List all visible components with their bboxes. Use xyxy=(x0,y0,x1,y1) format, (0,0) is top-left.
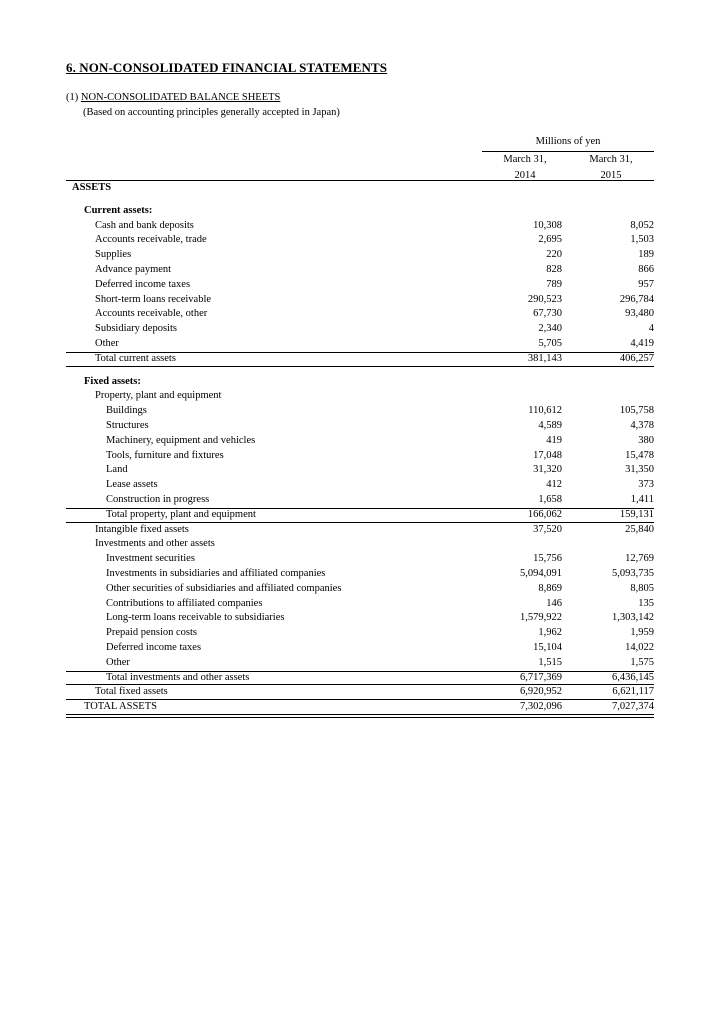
value-2015: 15,478 xyxy=(625,449,654,461)
table-row xyxy=(66,389,654,404)
value-2015: 14,022 xyxy=(625,641,654,653)
value-2015: 296,784 xyxy=(619,293,654,305)
value-2014: 110,612 xyxy=(528,405,562,417)
row-label: Long-term loans receivable to subsidiaries xyxy=(106,612,285,624)
table-row xyxy=(66,671,654,686)
table-row xyxy=(66,337,654,352)
value-2015: 4,419 xyxy=(630,337,654,349)
statement-subtitle xyxy=(66,92,280,103)
value-2014: 828 xyxy=(546,263,562,275)
value-2014: 412 xyxy=(546,479,562,491)
rule-line xyxy=(66,352,654,353)
row-label: Machinery, equipment and vehicles xyxy=(106,434,256,446)
row-label: Total property, plant and equipment xyxy=(106,508,256,520)
value-2014: 2,340 xyxy=(538,323,562,335)
value-2015: 406,257 xyxy=(619,352,654,364)
column-header-2014-line2: 2014 xyxy=(514,170,536,181)
table-row xyxy=(66,263,654,278)
row-spacer xyxy=(66,196,654,204)
value-2015: 957 xyxy=(638,278,654,290)
table-row xyxy=(66,248,654,263)
value-2015: 93,480 xyxy=(625,308,654,320)
row-label: Short-term loans receivable xyxy=(95,293,212,305)
row-label: Lease assets xyxy=(106,479,158,491)
table-row xyxy=(66,204,654,219)
row-label: Other xyxy=(106,656,130,668)
row-label: Buildings xyxy=(106,405,147,417)
row-label: Tools, furniture and fixtures xyxy=(106,449,224,461)
row-spacer xyxy=(66,367,654,375)
value-2015: 189 xyxy=(638,249,654,261)
balance-sheet-table xyxy=(66,181,654,715)
value-2014: 1,962 xyxy=(538,627,562,639)
table-row xyxy=(66,641,654,656)
row-label: Construction in progress xyxy=(106,493,210,505)
table-row xyxy=(66,404,654,419)
value-2014: 10,308 xyxy=(533,219,562,231)
table-row xyxy=(66,656,654,671)
value-2015: 5,093,735 xyxy=(612,567,654,579)
value-2014: 6,717,369 xyxy=(520,671,562,683)
row-label: Prepaid pension costs xyxy=(106,627,197,639)
row-label: Fixed assets: xyxy=(84,375,141,387)
value-2014: 166,062 xyxy=(527,508,562,520)
table-row xyxy=(66,611,654,626)
table-row xyxy=(66,523,654,538)
unit-label: Millions of yen xyxy=(535,136,601,147)
value-2014: 15,756 xyxy=(533,553,562,565)
table-row xyxy=(66,434,654,449)
value-2014: 220 xyxy=(546,249,562,261)
table-row xyxy=(66,597,654,612)
value-2015: 380 xyxy=(638,434,654,446)
table-row xyxy=(66,352,654,367)
row-label: Land xyxy=(106,464,128,476)
value-2015: 373 xyxy=(638,479,654,491)
subtitle-prefix: (1) xyxy=(66,92,81,103)
row-label: Contributions to affiliated companies xyxy=(106,597,263,609)
table-row xyxy=(66,685,654,700)
row-label: Cash and bank deposits xyxy=(95,219,194,231)
row-label: Total investments and other assets xyxy=(106,671,250,683)
value-2015: 866 xyxy=(638,263,654,275)
value-2014: 5,094,091 xyxy=(520,567,562,579)
value-2015: 6,621,117 xyxy=(612,686,654,698)
table-row xyxy=(66,537,654,552)
table-row xyxy=(66,375,654,390)
table-row xyxy=(66,567,654,582)
value-2014: 1,515 xyxy=(538,656,562,668)
row-label: Deferred income taxes xyxy=(106,641,202,653)
value-2014: 381,143 xyxy=(527,352,562,364)
value-2015: 1,959 xyxy=(630,627,654,639)
value-2015: 1,411 xyxy=(630,493,654,505)
row-label: TOTAL ASSETS xyxy=(84,701,157,713)
value-2014: 2,695 xyxy=(538,234,562,246)
value-2015: 7,027,374 xyxy=(612,701,654,713)
value-2015: 31,350 xyxy=(625,464,654,476)
value-2015: 159,131 xyxy=(619,508,654,520)
row-label: Advance payment xyxy=(95,263,172,275)
table-row xyxy=(66,700,654,715)
value-2014: 4,589 xyxy=(538,419,562,431)
column-header-2015-line2: 2015 xyxy=(600,170,622,181)
value-2015: 105,758 xyxy=(619,405,654,417)
table-row xyxy=(66,449,654,464)
value-2015: 1,503 xyxy=(630,234,654,246)
value-2015: 8,805 xyxy=(630,582,654,594)
row-label: Supplies xyxy=(95,249,132,261)
value-2014: 7,302,096 xyxy=(520,701,562,713)
table-row xyxy=(66,293,654,308)
value-2015: 4,378 xyxy=(630,419,654,431)
row-label: Deferred income taxes xyxy=(95,278,191,290)
value-2014: 146 xyxy=(546,597,562,609)
table-row xyxy=(66,307,654,322)
value-2014: 15,104 xyxy=(533,641,562,653)
value-2014: 419 xyxy=(546,434,562,446)
value-2014: 290,523 xyxy=(527,293,562,305)
table-row xyxy=(66,419,654,434)
row-label: Intangible fixed assets xyxy=(95,523,189,535)
value-2014: 5,705 xyxy=(538,337,562,349)
value-2014: 1,658 xyxy=(538,493,562,505)
table-row xyxy=(66,181,654,196)
row-label: Investments and other assets xyxy=(95,538,215,550)
column-header-2015-line1: March 31, xyxy=(589,154,633,165)
row-label: Accounts receivable, trade xyxy=(95,234,207,246)
table-row xyxy=(66,582,654,597)
table-row xyxy=(66,219,654,234)
row-label: ASSETS xyxy=(72,182,112,193)
value-2015: 6,436,145 xyxy=(612,671,654,683)
value-2014: 17,048 xyxy=(533,449,562,461)
table-row xyxy=(66,508,654,523)
table-row xyxy=(66,278,654,293)
subtitle-text: NON-CONSOLIDATED BALANCE SHEETS xyxy=(80,92,281,103)
table-row xyxy=(66,233,654,248)
row-label: Property, plant and equipment xyxy=(95,390,222,402)
row-label: Total fixed assets xyxy=(95,686,168,698)
value-2014: 8,869 xyxy=(538,582,562,594)
row-label: Accounts receivable, other xyxy=(95,308,208,320)
value-2014: 6,920,952 xyxy=(520,686,562,698)
value-2015: 25,840 xyxy=(625,523,654,535)
rule-line xyxy=(66,508,654,509)
value-2014: 789 xyxy=(546,278,562,290)
table-row xyxy=(66,493,654,508)
table-row xyxy=(66,478,654,493)
value-2015: 8,052 xyxy=(630,219,654,231)
rule-line xyxy=(66,714,654,718)
table-row xyxy=(66,463,654,478)
value-2014: 67,730 xyxy=(533,308,562,320)
value-2014: 31,320 xyxy=(533,464,562,476)
row-label: Structures xyxy=(106,419,149,431)
row-label: Total current assets xyxy=(95,352,176,364)
section-title: 6. NON-CONSOLIDATED FINANCIAL STATEMENTS xyxy=(66,60,388,75)
row-label: Other securities of subsidiaries and affiliated companies xyxy=(106,582,342,594)
row-label: Investment securities xyxy=(106,553,195,565)
row-label: Subsidiary deposits xyxy=(95,323,177,335)
row-label: Current assets: xyxy=(84,204,153,216)
column-header-2014-line1: March 31, xyxy=(503,154,547,165)
table-row xyxy=(66,626,654,641)
row-label: Investments in subsidiaries and affiliated companies xyxy=(106,567,326,579)
value-2015: 135 xyxy=(638,597,654,609)
row-label: Other xyxy=(95,337,119,349)
value-2014: 37,520 xyxy=(533,523,562,535)
rule-line xyxy=(66,671,654,672)
value-2015: 1,575 xyxy=(630,656,654,668)
accounting-basis-note: (Based on accounting principles generally accepted in Japan) xyxy=(83,107,340,118)
table-row xyxy=(66,322,654,337)
value-2015: 1,303,142 xyxy=(612,612,654,624)
value-2015: 4 xyxy=(648,323,654,335)
table-row xyxy=(66,552,654,567)
value-2014: 1,579,922 xyxy=(520,612,562,624)
value-2015: 12,769 xyxy=(625,553,654,565)
